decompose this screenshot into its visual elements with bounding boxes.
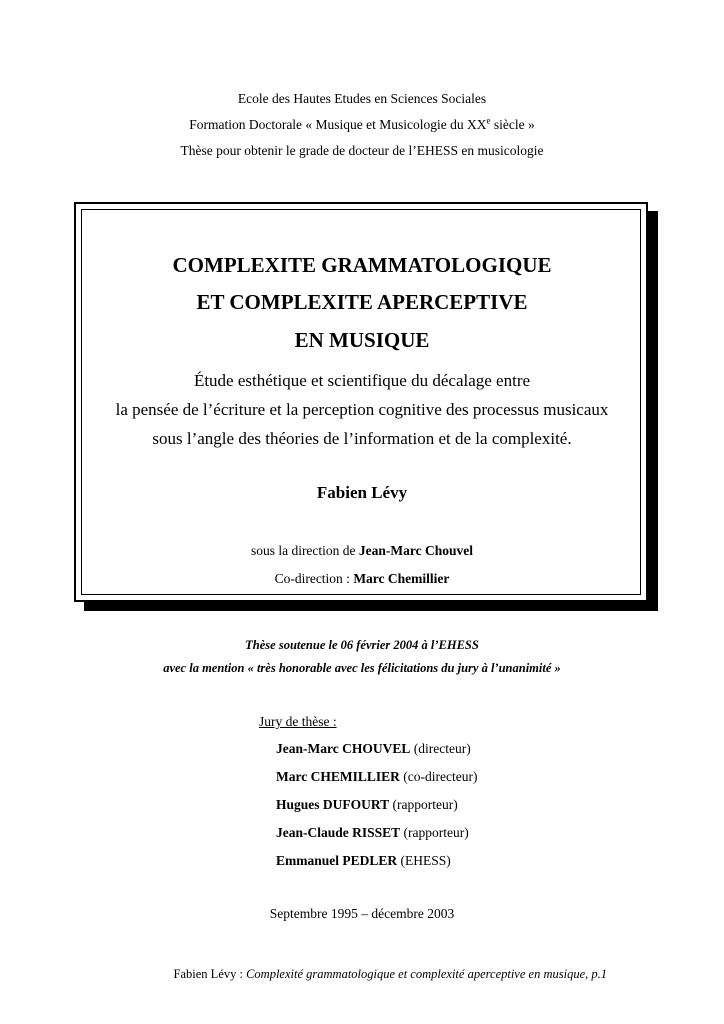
jury-member-name: Jean-Marc CHOUVEL — [276, 741, 411, 756]
direction-label: sous la direction de — [250, 543, 356, 558]
institution-line: Ecole des Hautes Etudes en Sciences Sociales — [237, 91, 487, 106]
formation-text: Formation Doctorale « Musique et Musicologie du XX — [189, 117, 487, 132]
author-name: Fabien Lévy — [316, 483, 408, 502]
subtitle-line-2: la pensée de l’écriture et la perception cognitive des processus musicaux — [115, 400, 609, 419]
jury-list — [276, 735, 477, 875]
jury-member-name: Emmanuel PEDLER — [276, 853, 398, 868]
formation-text-end: siècle » — [490, 117, 535, 132]
page-footer — [174, 967, 607, 982]
subtitle — [0, 366, 724, 453]
jury-member — [276, 735, 477, 763]
document-header — [0, 86, 724, 164]
page-number: p.1 — [591, 967, 607, 981]
jury-member — [276, 791, 477, 819]
jury-member-role: (co-directeur) — [403, 769, 478, 784]
jury-member-name: Marc CHEMILLIER — [276, 769, 400, 784]
title-line-1: COMPLEXITE GRAMMATOLOGIQUE — [172, 253, 552, 277]
jury-member-name: Jean-Claude RISSET — [276, 825, 401, 840]
co-direction-line — [0, 571, 724, 587]
title-line-2: ET COMPLEXITE APERCEPTIVE — [196, 290, 528, 314]
footer-author: Fabien Lévy : — [173, 967, 247, 981]
jury-member — [276, 819, 477, 847]
jury-member — [276, 763, 477, 791]
co-direction-label: Co-direction : — [274, 571, 350, 586]
degree-line: Thèse pour obtenir le grade de docteur de l’EHESS en musicologie — [180, 143, 544, 158]
jury-member-role: (directeur) — [413, 741, 471, 756]
director-name: Jean-Marc Chouvel — [358, 543, 474, 558]
defense-line-1: Thèse soutenue le 06 février 2004 à l’EHESS — [245, 638, 479, 652]
formation-line — [0, 112, 724, 138]
century-superscript: e — [486, 115, 491, 126]
jury-member-role: (rapporteur) — [403, 825, 469, 840]
jury-member — [276, 847, 477, 875]
jury-title: Jury de thèse : — [259, 714, 337, 729]
jury-member-role: (EHESS) — [400, 853, 451, 868]
subtitle-line-3: sous l’angle des théories de l’information et de la complexité. — [152, 429, 572, 448]
co-director-name: Marc Chemillier — [353, 571, 450, 586]
direction-line — [0, 543, 724, 559]
jury-member-name: Hugues DUFOURT — [276, 797, 390, 812]
jury-member-role: (rapporteur) — [392, 797, 458, 812]
footer-title: Complexité grammatologique et complexité aperceptive en musique — [246, 967, 586, 981]
defense-line-2: avec la mention « très honorable avec les félicitations du jury à l’unanimité » — [163, 661, 561, 675]
title-line-3: EN MUSIQUE — [294, 328, 430, 352]
thesis-dates: Septembre 1995 – décembre 2003 — [269, 906, 455, 921]
subtitle-line-1: Étude esthétique et scientifique du décalage entre — [193, 371, 531, 390]
footer-separator: , — [585, 967, 592, 981]
